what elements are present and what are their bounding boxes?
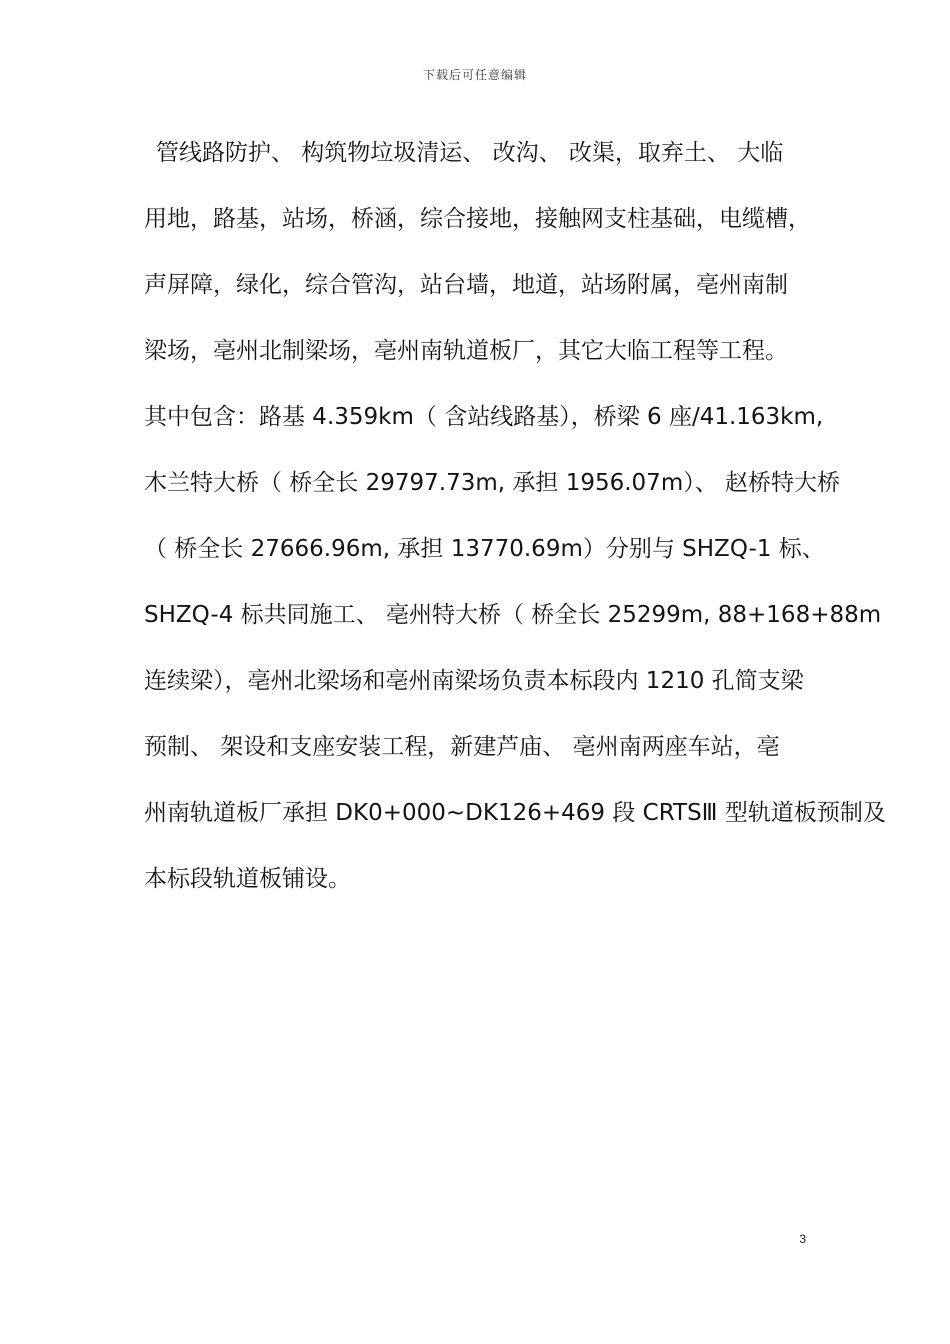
text-line: 连续梁），亳州北梁场和亳州南梁场负责本标段内 1210 孔简支梁: [144, 668, 804, 694]
text-line: 声屏障，绿化，综合管沟，站台墙，地道，站场附属，亳州南制: [144, 272, 788, 298]
header-note: 下载后可任意编辑: [422, 68, 527, 82]
text-line: SHZQ-4 标共同施工、 亳州特大桥（ 桥全长 25299m, 88+168+88m: [144, 602, 882, 628]
text-line: 用地，路基，站场，桥涵，综合接地，接触网支柱基础，电缆槽，: [144, 206, 811, 232]
body-paragraph: [144, 130, 886, 922]
page-number: 3: [799, 1232, 806, 1246]
text-line: 梁场，亳州北制梁场，亳州南轨道板厂，其它大临工程等工程。: [144, 338, 788, 364]
text-line: 管线路防护、 构筑物垃圾清运、 改沟、 改渠，取弃土、 大临: [156, 140, 784, 166]
text-line: 预制、 架设和支座安装工程，新建芦庙、 亳州南两座车站，亳: [144, 734, 780, 760]
text-line: 木兰特大桥（ 桥全长 29797.73m, 承担 1956.07m）、 赵桥特大桥: [144, 470, 841, 496]
text-line: （ 桥全长 27666.96m, 承担 13770.69m）分别与 SHZQ-1 标、: [144, 536, 825, 562]
text-line: 州南轨道板厂承担 DK0+000~DK126+469 段 CRTSⅢ 型轨道板预制及: [144, 800, 886, 826]
text-line: 本标段轨道板铺设。: [144, 866, 351, 892]
text-line: 其中包含：路基 4.359km（ 含站线路基），桥梁 6 座/41.163km,: [144, 404, 824, 430]
